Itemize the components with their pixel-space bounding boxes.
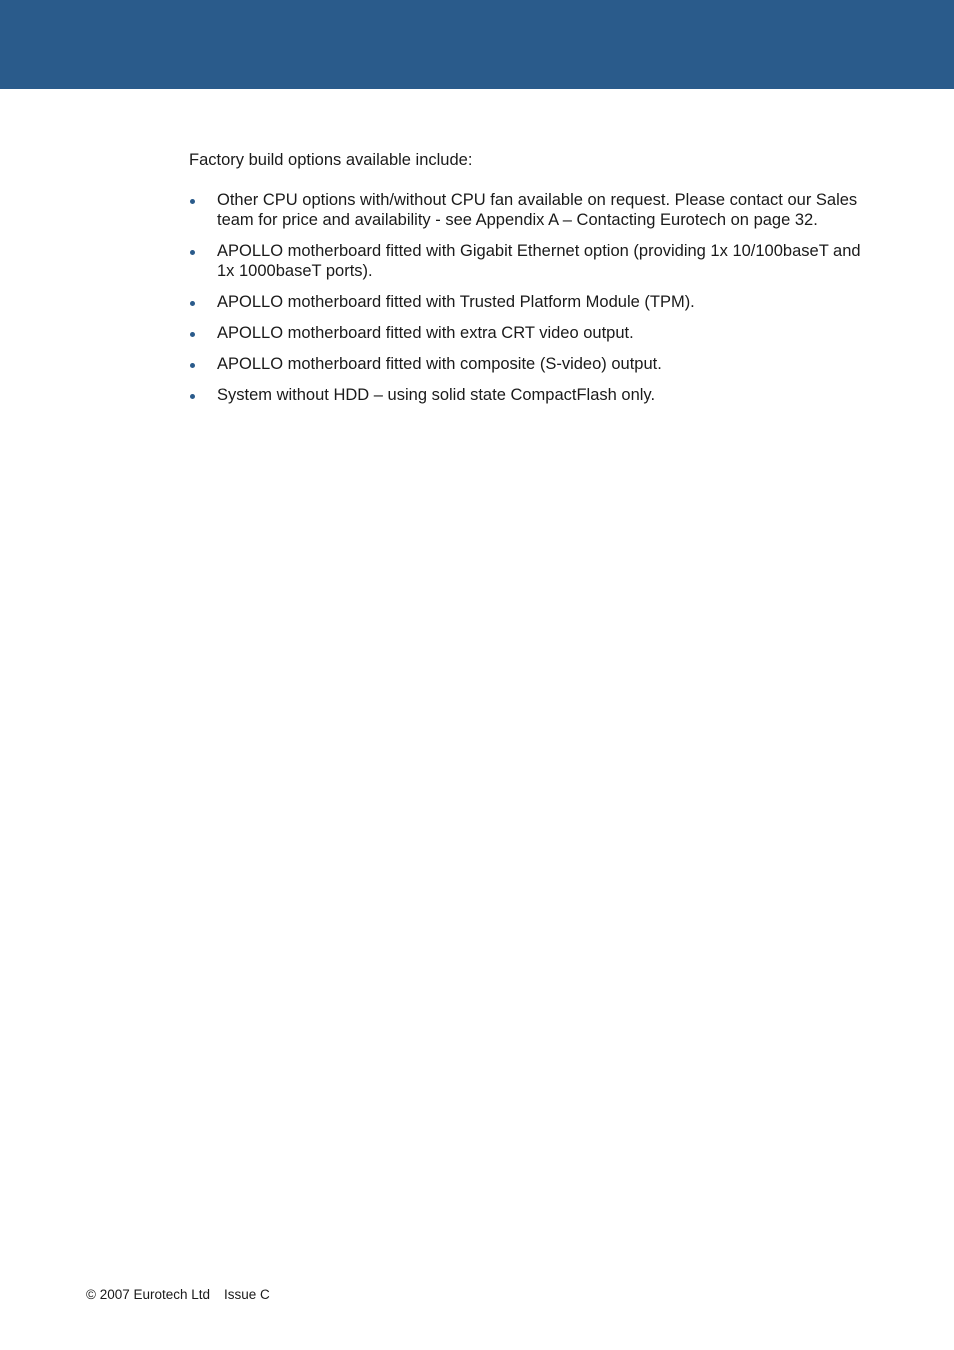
list-item [189, 354, 869, 374]
list-item-text: APOLLO motherboard fitted with Trusted Platform Module (TPM). [217, 293, 695, 311]
header-band [0, 0, 954, 89]
list-item-text: APOLLO motherboard fitted with extra CRT video output. [217, 324, 634, 342]
list-item-text: APOLLO motherboard fitted with Gigabit Ethernet option (providing 1x 10/100baseT and 1x 1000baseT ports). [217, 242, 861, 280]
build-options-list [189, 190, 869, 405]
page-footer [86, 1287, 270, 1303]
list-item [189, 190, 869, 230]
bullet-icon [190, 363, 195, 368]
footer-copyright: © 2007 Eurotech Ltd [86, 1287, 211, 1302]
list-item [189, 241, 869, 281]
list-item-text: Other CPU options with/without CPU fan available on request. Please contact our Sales team for price and availability - see Appendix A – Contacting Eurotech on page 32. [217, 191, 858, 229]
page-content [189, 150, 869, 416]
list-item-text: System without HDD – using solid state CompactFlash only. [217, 386, 656, 404]
bullet-icon [190, 332, 195, 337]
intro-paragraph: Factory build options available include: [189, 151, 473, 169]
bullet-icon [190, 394, 195, 399]
list-item [189, 385, 869, 405]
list-item [189, 292, 869, 312]
bullet-icon [190, 199, 195, 204]
list-item [189, 323, 869, 343]
bullet-icon [190, 250, 195, 255]
footer-issue: Issue C [224, 1287, 270, 1302]
bullet-icon [190, 301, 195, 306]
list-item-text: APOLLO motherboard fitted with composite (S-video) output. [217, 355, 662, 373]
